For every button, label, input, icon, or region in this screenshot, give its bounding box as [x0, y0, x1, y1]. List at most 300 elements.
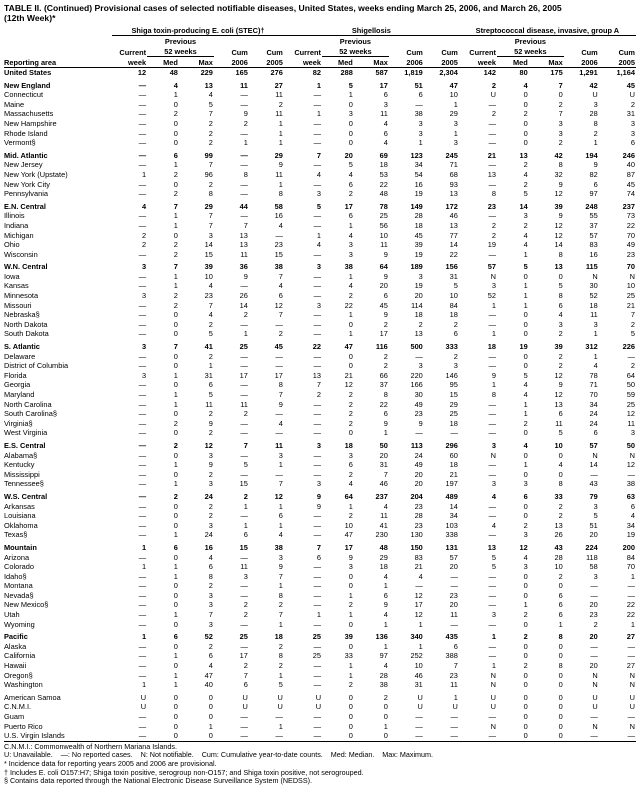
reporting-area-cell: New England	[4, 80, 51, 90]
reporting-area-cell: Wyoming	[4, 619, 35, 629]
value-cell: 12	[414, 590, 423, 600]
value-cell: 7	[278, 479, 283, 489]
value-cell: 5	[593, 511, 598, 521]
value-cell: 2	[523, 179, 528, 189]
value-cell: 20	[589, 661, 598, 671]
value-cell: 0	[523, 361, 528, 371]
value-cell: 6	[523, 491, 528, 501]
value-cell: 1	[278, 179, 283, 189]
value-cell: 3	[208, 600, 213, 610]
region-row	[4, 632, 636, 642]
value-cell: 5	[558, 428, 563, 438]
value-cell: 2	[208, 469, 213, 479]
value-cell: 4	[208, 281, 213, 291]
value-cell: 103	[445, 520, 458, 530]
value-cell: 4	[383, 571, 388, 581]
reporting-area-cell: Texas§	[4, 530, 28, 540]
value-cell: 11	[240, 562, 248, 572]
value-cell: 0	[173, 380, 178, 390]
value-cell: 0	[523, 692, 528, 702]
table-row	[4, 138, 636, 148]
value-cell: 4	[523, 390, 528, 399]
value-cell: 4	[383, 610, 388, 620]
value-cell: 1	[523, 460, 528, 470]
value-cell: 1	[173, 220, 178, 230]
value-cell: 1	[383, 581, 388, 591]
value-cell: —	[138, 460, 147, 470]
value-cell: 1	[491, 329, 496, 339]
value-cell: 53	[379, 169, 388, 179]
value-cell: —	[138, 450, 147, 460]
value-cell: 2	[173, 240, 178, 250]
value-cell: 38	[344, 262, 353, 272]
value-cell: 13	[519, 150, 528, 160]
value-cell: 9	[348, 552, 353, 562]
value-cell: 1	[523, 399, 528, 409]
value-cell: 68	[449, 169, 458, 179]
value-cell: 21	[487, 150, 496, 160]
value-cell: 2	[173, 300, 178, 310]
value-cell: 6	[558, 600, 563, 610]
value-cell: —	[138, 310, 147, 320]
table-row	[4, 180, 636, 190]
value-cell: 3	[316, 479, 322, 489]
week-label: week	[459, 57, 497, 68]
value-cell: 12	[626, 409, 635, 419]
value-cell: 2	[142, 230, 147, 240]
value-cell: 1	[173, 571, 178, 581]
value-cell: 15	[449, 390, 458, 399]
value-cell: 37	[379, 380, 388, 390]
reporting-area-cell: Delaware	[4, 351, 36, 361]
value-cell: 224	[585, 542, 598, 552]
value-cell: 1	[491, 300, 496, 310]
value-cell: —	[138, 80, 147, 90]
value-cell: 0	[523, 428, 528, 438]
value-cell: 9	[383, 418, 388, 428]
value-cell: 0	[173, 351, 178, 361]
value-cell: 1	[278, 581, 283, 591]
value-cell: 13	[204, 80, 213, 90]
value-cell: 26	[239, 291, 248, 301]
value-cell: 2	[558, 138, 563, 148]
value-cell: 84	[449, 300, 458, 310]
value-cell: —	[488, 418, 496, 428]
value-cell: 3	[630, 118, 635, 128]
value-cell: —	[313, 281, 322, 291]
value-cell: N	[490, 680, 496, 690]
reporting-area-cell: Vermont§	[4, 138, 36, 148]
group-header-strep: Streptococcal disease, invasive, group A	[459, 23, 636, 36]
value-cell: 14	[554, 240, 563, 250]
value-cell: —	[138, 409, 147, 419]
value-cell: 1	[142, 169, 147, 179]
value-cell: 115	[585, 262, 598, 272]
value-cell: 8	[278, 590, 283, 600]
table-row	[4, 361, 636, 371]
value-cell: 11	[555, 418, 563, 428]
value-cell: 0	[348, 712, 353, 721]
disease-table	[4, 23, 636, 742]
value-cell: 46	[414, 670, 423, 680]
value-cell: 64	[626, 370, 635, 380]
value-cell: 0	[523, 351, 528, 361]
value-cell: 0	[348, 428, 353, 438]
value-cell: 0	[523, 329, 528, 339]
value-cell: 0	[348, 702, 353, 712]
value-cell: 10	[414, 661, 423, 671]
value-cell: 9	[593, 160, 598, 170]
value-cell: 12	[344, 380, 353, 390]
value-cell: 0	[497, 731, 529, 741]
value-cell: 0	[348, 99, 353, 109]
value-cell: 19	[414, 281, 423, 291]
value-cell: 2	[593, 619, 598, 629]
value-cell: 2	[630, 99, 635, 109]
value-cell: N	[592, 450, 598, 460]
value-cell: 37	[589, 220, 598, 230]
reporting-area-cell: North Dakota	[4, 319, 48, 329]
reporting-area-cell: Mid. Atlantic	[4, 150, 48, 160]
value-cell: 118	[585, 552, 598, 562]
value-cell: 11	[240, 399, 248, 409]
value-cell: —	[488, 530, 496, 540]
table-row	[4, 419, 636, 429]
value-cell: 66	[379, 370, 388, 380]
value-cell: 22	[344, 300, 353, 310]
value-cell: 8	[491, 189, 496, 199]
value-cell: 29	[379, 552, 388, 562]
value-cell: 1	[630, 619, 635, 629]
value-cell: 146	[445, 370, 458, 380]
value-cell: —	[138, 479, 147, 489]
value-cell: 13	[487, 542, 496, 552]
value-cell: 5	[208, 329, 213, 339]
table-row	[4, 390, 636, 400]
value-cell: 40	[626, 160, 635, 170]
value-cell: 2	[243, 610, 248, 620]
value-cell: 7	[316, 380, 322, 390]
value-cell: 1	[173, 160, 178, 170]
value-cell: —	[313, 530, 322, 540]
value-cell: 0	[173, 581, 178, 591]
value-cell: 20	[589, 632, 598, 642]
value-cell: 1	[173, 460, 178, 470]
value-cell: 226	[622, 342, 635, 352]
value-cell: 12	[274, 300, 283, 310]
value-cell: 5	[316, 201, 322, 211]
value-cell: 0	[173, 590, 178, 600]
reporting-area-cell: Illinois	[4, 211, 25, 221]
value-cell: 2	[558, 329, 563, 339]
value-cell: —	[138, 90, 147, 100]
value-cell: —	[138, 571, 147, 581]
value-cell: —	[240, 590, 248, 600]
value-cell: 6	[418, 90, 423, 100]
reporting-area-cell: Georgia	[4, 380, 31, 390]
value-cell: 9	[278, 399, 283, 409]
value-cell: 252	[410, 651, 423, 661]
year-2005-label: 2005	[249, 57, 284, 68]
value-cell: U	[629, 90, 635, 100]
reporting-area-cell: Michigan	[4, 230, 34, 240]
reporting-area-cell: Oklahoma	[4, 520, 38, 530]
value-cell: 0	[322, 731, 354, 741]
value-cell: 1	[523, 600, 528, 610]
value-cell: —	[424, 731, 459, 741]
value-cell: 0	[173, 319, 178, 329]
value-cell: 2	[278, 600, 283, 610]
value-cell: 2	[348, 189, 353, 199]
value-cell: 7	[208, 211, 213, 221]
value-cell: —	[488, 600, 496, 610]
value-cell: 6	[243, 680, 248, 690]
value-cell: 5	[491, 552, 496, 562]
cum-label: Cum	[266, 47, 283, 57]
value-cell: 0	[179, 731, 214, 741]
value-cell: 1	[173, 562, 178, 572]
value-cell: 20	[589, 600, 598, 610]
value-cell: 4	[630, 511, 635, 521]
value-cell: 19	[487, 240, 496, 250]
value-cell: 237	[375, 491, 388, 501]
value-cell: 1	[173, 390, 178, 399]
value-cell: 45	[414, 230, 423, 240]
value-cell: —	[415, 351, 423, 361]
value-cell: 1	[523, 409, 528, 419]
reporting-area-cell: California	[4, 651, 36, 661]
value-cell: 17	[379, 329, 388, 339]
value-cell: 27	[626, 632, 635, 642]
value-cell: —	[450, 721, 458, 731]
value-cell: 114	[411, 300, 423, 310]
value-cell: —	[450, 712, 458, 721]
value-cell: 5	[208, 390, 213, 399]
value-cell: 166	[410, 380, 423, 390]
value-cell: 4	[208, 310, 213, 320]
value-cell: 2	[142, 240, 147, 250]
value-cell: 14	[239, 300, 248, 310]
value-cell: 6	[348, 179, 353, 189]
reporting-area-cell: Pennsylvania	[4, 189, 48, 199]
value-cell: 1	[523, 281, 528, 291]
value-cell: N	[629, 670, 635, 680]
value-cell: U	[140, 692, 147, 702]
value-cell: 58	[589, 562, 598, 572]
value-cell: —	[488, 469, 496, 479]
value-cell: —	[599, 731, 636, 741]
reporting-area-cell: C.N.M.I.	[4, 702, 32, 712]
value-cell: 6	[383, 590, 388, 600]
value-cell: 8	[383, 390, 388, 399]
value-cell: 28	[589, 109, 598, 119]
value-cell: 0	[523, 310, 528, 320]
value-cell: 1	[348, 220, 353, 230]
table-row	[4, 320, 636, 330]
value-cell: 2	[558, 501, 563, 511]
value-cell: 1	[491, 380, 496, 390]
value-cell: 2	[491, 109, 496, 119]
value-cell: 2	[523, 520, 528, 530]
table-row	[4, 671, 636, 681]
value-cell: 3	[208, 450, 213, 460]
value-cell: 338	[445, 530, 458, 540]
value-cell: 51	[589, 520, 598, 530]
value-cell: 8	[558, 632, 563, 642]
value-cell: —	[138, 469, 147, 479]
value-cell: 20	[414, 479, 423, 489]
value-cell: N	[592, 680, 598, 690]
value-cell: —	[313, 712, 322, 721]
value-cell: 10	[204, 271, 213, 281]
value-cell: 1	[383, 428, 388, 438]
value-cell: —	[138, 380, 147, 390]
value-cell: 3	[453, 138, 458, 148]
value-cell: 69	[379, 150, 388, 160]
value-cell: 2	[348, 469, 353, 479]
value-cell: 113	[410, 440, 423, 450]
value-cell: —	[488, 511, 496, 521]
value-cell: 200	[622, 542, 635, 552]
value-cell: 4	[348, 281, 353, 291]
value-cell: 12	[554, 370, 563, 380]
value-cell: 36	[239, 262, 248, 272]
value-cell: 10	[449, 90, 458, 100]
value-cell: 2	[348, 399, 353, 409]
value-cell: 0	[173, 520, 178, 530]
value-cell: 149	[410, 201, 423, 211]
weeks52-label: 52 weeks	[322, 46, 389, 57]
reporting-area-cell: W.N. Central	[4, 262, 48, 272]
value-cell: 2	[208, 128, 213, 138]
reporting-area-cell: Connecticut	[4, 90, 44, 100]
table-row	[4, 620, 636, 630]
value-cell: —	[313, 310, 322, 320]
value-cell: 71	[449, 160, 458, 170]
value-cell: —	[240, 150, 248, 160]
value-cell: 22	[379, 179, 388, 189]
value-cell: 1	[383, 721, 388, 731]
year-2006-label: 2006	[564, 57, 599, 68]
table-row	[4, 100, 636, 110]
value-cell: 172	[445, 201, 458, 211]
value-cell: 43	[589, 479, 598, 489]
value-cell: 1	[142, 542, 147, 552]
value-cell: 6	[173, 542, 178, 552]
value-cell: 6	[278, 291, 283, 301]
value-cell: —	[138, 712, 147, 721]
value-cell: 17	[379, 80, 388, 90]
value-cell: 55	[589, 211, 598, 221]
value-cell: 6	[316, 552, 322, 562]
value-cell: 3	[523, 562, 528, 572]
value-cell: 5	[348, 80, 353, 90]
value-cell: 3	[316, 189, 322, 199]
value-cell: —	[275, 319, 283, 329]
value-cell: 0	[173, 128, 178, 138]
value-cell: 0	[523, 99, 528, 109]
value-cell: 9	[208, 418, 213, 428]
value-cell: 2	[243, 661, 248, 671]
value-cell: U	[140, 702, 147, 712]
reporting-area-cell: Rhode Island	[4, 128, 48, 138]
table-row	[4, 553, 636, 563]
reporting-area-cell: Mississippi	[4, 469, 40, 479]
value-cell: 2	[491, 80, 496, 90]
max-label: Max	[354, 57, 389, 68]
table-row	[4, 451, 636, 461]
value-cell: 2	[453, 351, 458, 361]
value-cell: 8	[278, 189, 283, 199]
value-cell: 8	[243, 169, 248, 179]
value-cell: 25	[239, 342, 248, 352]
value-cell: 22	[626, 600, 635, 610]
value-cell: 1	[173, 530, 178, 540]
value-cell: 2	[316, 390, 322, 399]
value-cell: 276	[270, 68, 283, 77]
year-2005-label: 2005	[424, 57, 459, 68]
value-cell: 7	[630, 310, 635, 320]
value-cell: 2	[278, 661, 283, 671]
value-cell: —	[240, 380, 248, 390]
value-cell: 4	[383, 661, 388, 671]
table-row	[4, 502, 636, 512]
value-cell: 0	[348, 641, 353, 651]
year-2006-label: 2006	[389, 57, 424, 68]
value-cell: 3	[558, 319, 563, 329]
cum-label: Cum	[441, 47, 458, 57]
value-cell: —	[590, 590, 598, 600]
value-cell: 0	[523, 118, 528, 128]
value-cell: —	[313, 581, 322, 591]
value-cell: 0	[173, 329, 178, 339]
value-cell: 11	[275, 440, 283, 450]
value-cell: 8	[558, 160, 563, 170]
value-cell: 2	[348, 511, 353, 521]
value-cell: 23	[274, 240, 283, 250]
value-cell: 1	[142, 632, 147, 642]
region-row	[4, 151, 636, 161]
value-cell: 0	[523, 641, 528, 651]
value-cell: —	[313, 399, 322, 409]
value-cell: —	[488, 619, 496, 629]
value-cell: 1	[593, 329, 598, 339]
reporting-area-cell: Arizona	[4, 552, 30, 562]
value-cell: —	[627, 469, 635, 479]
value-cell: 6	[630, 138, 635, 148]
value-cell: 39	[204, 262, 213, 272]
cum-label: Cum	[618, 47, 635, 57]
value-cell: 5	[558, 281, 563, 291]
value-cell: 47	[449, 80, 458, 90]
value-cell: —	[313, 138, 322, 148]
value-cell: 1	[348, 661, 353, 671]
value-cell: 5	[630, 329, 635, 339]
value-cell: 13	[449, 220, 458, 230]
value-cell: 23	[626, 249, 635, 259]
value-cell: —	[138, 118, 147, 128]
value-cell: 13	[554, 399, 563, 409]
value-cell: 11	[205, 399, 213, 409]
value-cell: 3	[593, 571, 598, 581]
value-cell: 7	[173, 342, 178, 352]
value-cell: 1	[383, 641, 388, 651]
value-cell: 4	[523, 240, 528, 250]
value-cell: 4	[383, 118, 388, 128]
value-cell: 11	[240, 249, 248, 259]
table-row	[4, 129, 636, 139]
value-cell: 57	[589, 440, 598, 450]
